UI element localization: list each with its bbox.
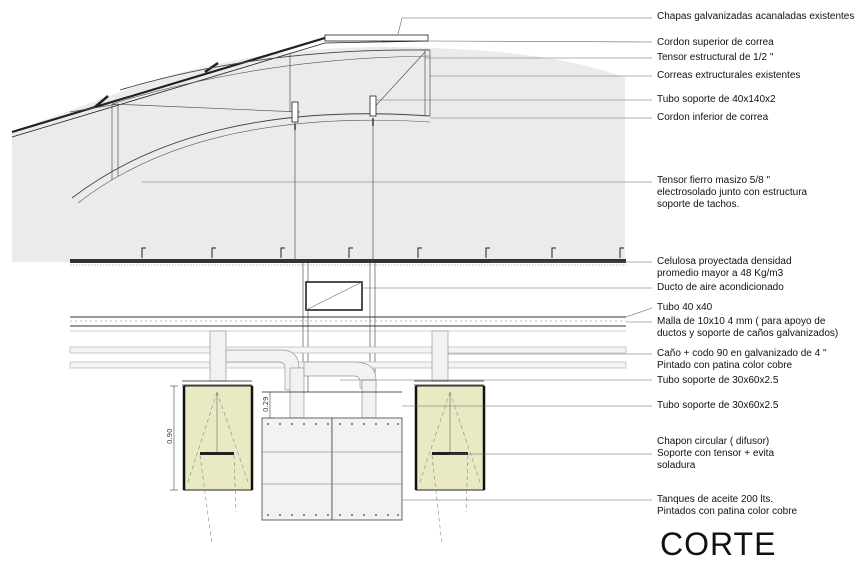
label-malla-line-2: ductos y soporte de caños galvanizados): [657, 328, 839, 339]
label-tubo-30x60-a: Tubo soporte de 30x60x2.5: [657, 375, 779, 386]
left-diffuser: [184, 386, 252, 545]
label-tubo-soporte-40x140: Tubo soporte de 40x140x2: [657, 94, 776, 105]
label-cano: [657, 348, 827, 372]
label-celulosa: [657, 256, 792, 280]
air-duct: [306, 282, 362, 310]
label-cordon-inferior: Cordon inferior de correa: [657, 112, 769, 123]
label-ducto: Ducto de aire acondicionado: [657, 282, 784, 293]
label-tanques-line-2: Pintados con patina color cobre: [657, 506, 798, 517]
right-diffuser: [416, 386, 484, 545]
label-malla: [657, 316, 838, 340]
dimension-small: 0.29: [262, 396, 270, 412]
label-chapon-line-1: Chapon circular ( difusor): [657, 436, 770, 447]
dimension-tall: 0.90: [166, 428, 174, 444]
label-cordon-superior: Cordon superior de correa: [657, 37, 774, 48]
oil-tanks: [262, 418, 402, 520]
label-chapas: Chapas galvanizadas acanaladas existentes: [657, 11, 855, 22]
label-tensor-fierro-line-3: soporte de tachos.: [657, 199, 740, 210]
label-chapon-line-2: Soporte con tensor + evita: [657, 448, 775, 459]
mesh-band: [70, 317, 626, 331]
label-tensor-estructural: Tensor estructural de 1/2 ": [657, 52, 774, 63]
label-correas: Correas extructurales existentes: [657, 70, 801, 81]
label-tanques-line-1: Tanques de aceite 200 lts.: [657, 494, 774, 505]
label-cano-line-2: Pintado con patina color cobre: [657, 360, 793, 371]
label-tensor-fierro: [657, 175, 807, 211]
label-tensor-fierro-line-2: electrosolado junto con estructura: [657, 187, 808, 198]
label-tanques: [657, 494, 797, 518]
drawing-title: CORTE: [660, 526, 777, 562]
label-celulosa-line-2: promedio mayor a 48 Kg/m3: [657, 268, 784, 279]
label-tensor-fierro-line-1: Tensor fierro masizo 5/8 ": [657, 175, 771, 186]
label-tubo-30x60-b: Tubo soporte de 30x60x2.5: [657, 400, 779, 411]
label-malla-line-1: Malla de 10x10 4 mm ( para apoyo de: [657, 316, 826, 327]
label-chapon-line-3: soladura: [657, 460, 696, 471]
label-chapon: [657, 436, 774, 472]
label-cano-line-1: Caño + codo 90 en galvanizado de 4 ": [657, 348, 827, 359]
label-celulosa-line-1: Celulosa proyectada densidad: [657, 256, 792, 267]
label-tubo-40x40: Tubo 40 x40: [657, 302, 713, 313]
existing-structure-background: [12, 47, 625, 262]
